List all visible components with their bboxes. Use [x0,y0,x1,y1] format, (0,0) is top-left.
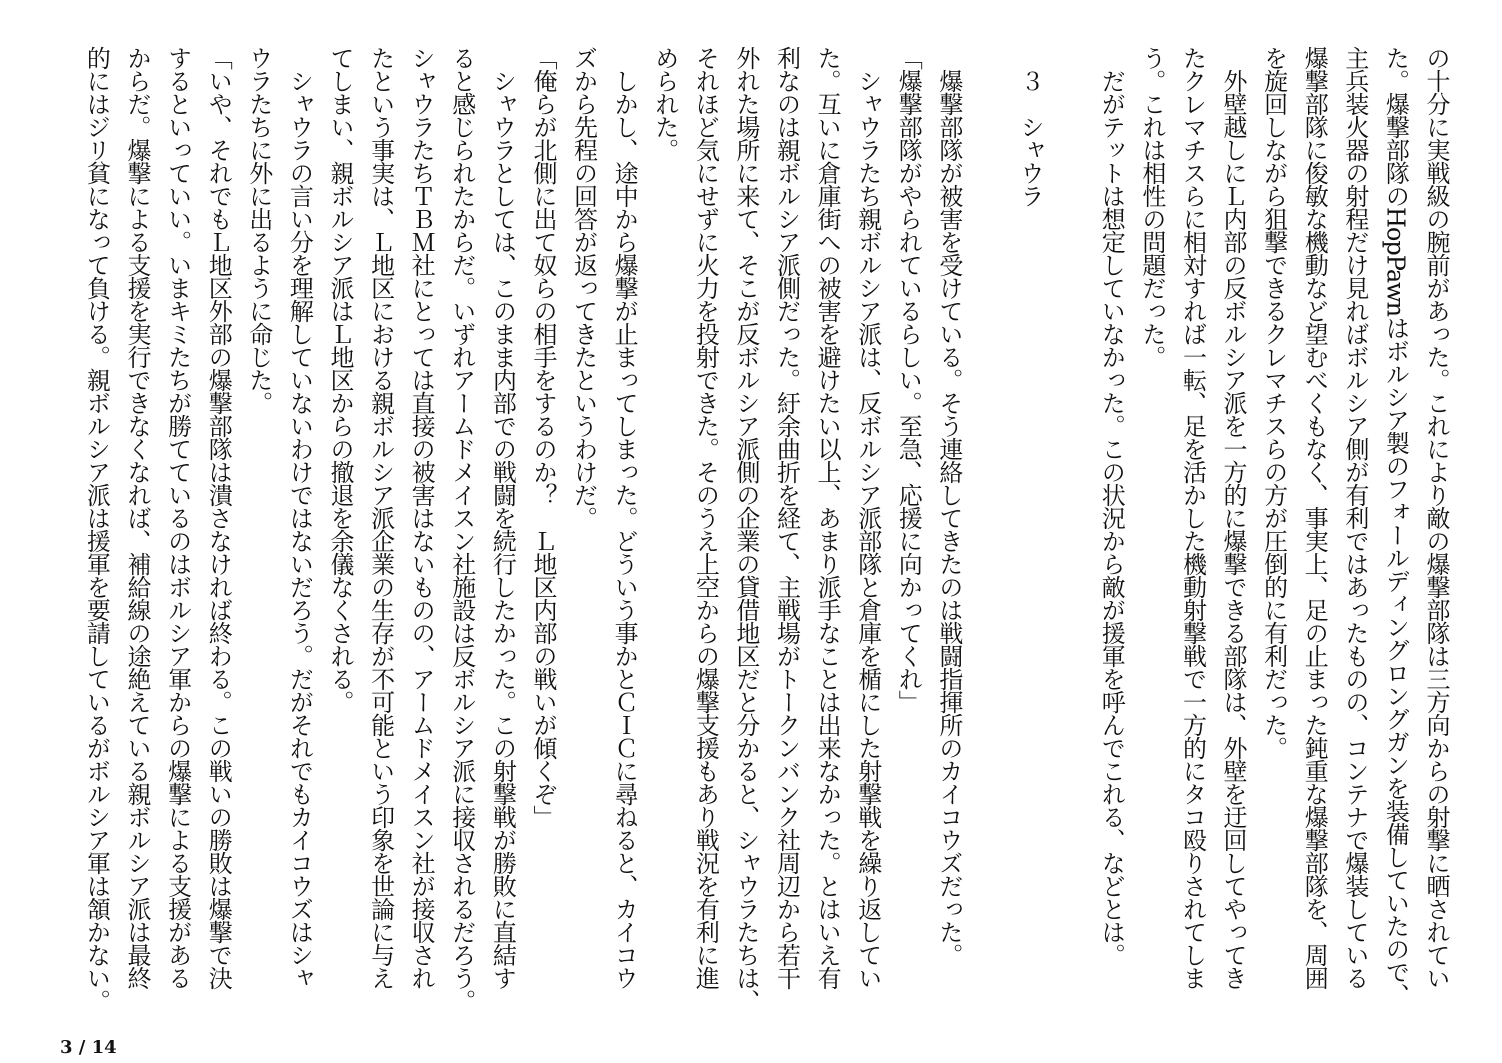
text-line: ズから先程の回答が返ってきたというわけだ。 [569,46,598,529]
text-line: シャウラたち親ボルシア派は、反ボルシア派部隊と倉庫を楯にした射撃戦を繰り返してい [853,46,882,989]
text-line: するといっていい。いまキミたちが勝てているのはボルシア軍からの爆撃による支援がある [163,46,192,989]
section-heading: ３ シャウラ [1016,46,1045,207]
text-line: 「俺らが北側に出て奴らの相手をするのか？ Ｌ地区内部の戦いが傾くぞ」 [528,46,557,828]
text-line: からだ。爆撃による支援を実行できなくなれば、補給線の途絶えている親ボルシア派は最終 [123,46,151,989]
text-line: たクレマチスらに相対すれば一転、足を活かした機動射撃戦で一方的にタコ殴りされてしま [1178,46,1207,989]
text-line: ると感じられたからだ。いずれアームドメイスン社施設は反ボルシア派に接収されるだろう。 [447,46,476,1012]
text-line: 爆撃部隊に俊敏な機動など望むべくもなく、事実上、足の止まった鈍重な爆撃部隊を、周囲 [1300,46,1329,989]
text-line: 的にはジリ貧になって負ける。親ボルシア派は援軍を要請しているがボルシア軍は頷かない。 [82,46,111,1012]
text-line: た。爆撃部隊のHopPawnはボルシア製のフォールディングロングガンを装備していたので、 [1381,46,1410,1007]
vertical-body-text [76,46,1456,1031]
text-line: 主兵装火器の射程だけ見ればボルシア側が有利ではあったものの、コンテナで爆装している [1340,46,1369,989]
text-line: ウラたちに外に出るように命じた。 [244,46,273,414]
text-line: シャウラとしては、このまま内部での戦闘を続行したかった。この射撃戦が勝敗に直結す [488,46,517,989]
text-line: 外れた場所に来て、そこが反ボルシア派側の企業の貸借地区だと分かると、シャウラたちは、 [731,46,760,1012]
text-line: 利なのは親ボルシア派側だった。紆余曲折を経て、主戦場がトークンバンク社周辺から若干 [772,46,801,989]
text-line: シャウラの言い分を理解していないわけではないだろう。だがそれでもカイコウズはシャ [285,46,314,989]
text-line: たという事実は、Ｌ地区における親ボルシア派企業の生存が不可能という印象を世論に与え [366,46,395,989]
text-line: た。互いに倉庫街への被害を避けたい以上、あまり派手なことは出来なかった。とはいえ有 [813,46,842,989]
text-line: 「いや、それでもＬ地区外部の爆撃部隊は潰さなければ終わる。この戦いの勝敗は爆撃で決 [204,46,233,989]
text-line: シャウラたちＴＢＭ社にとっては直接の被害はないものの、アームドメイスン社が接収され [407,46,436,989]
text-line: それほど気にせずに火力を投射できた。そのうえ上空からの爆撃支援もあり戦況を有利に進 [691,46,720,989]
text-line: を旋回しながら狙撃できるクレマチスらの方が圧倒的に有利だった。 [1259,46,1288,759]
text-line: う。これは相性の問題だった。 [1137,46,1166,368]
text-line: 「爆撃部隊がやられているらしい。至急、応援に向かってくれ」 [894,46,923,713]
blank-line [969,46,1010,1031]
text-line: められた。 [650,46,679,161]
blank-line [1050,46,1091,1031]
text-line: だがテットは想定していなかった。この状況から敵が援軍を呼んでこれる、などとは。 [1097,46,1126,966]
text-line: しかし、途中から爆撃が止まってしまった。どういう事かとＣＩＣに尋ねると、カイコウ [610,46,639,989]
text-line: の十分に実戦級の腕前があった。これにより敵の爆撃部隊は三方向からの射撃に晒されてい [1422,46,1450,989]
text-line: てしまい、親ボルシア派はＬ地区からの撤退を余儀なくされる。 [325,46,354,713]
text-line: 爆撃部隊が被害を受けている。そう連絡してきたのは戦闘指揮所のカイコウズだった。 [934,46,963,966]
text-line: 外壁越しにＬ内部の反ボルシア派を一方的に爆撃できる部隊は、外壁を迂回してやってき [1219,46,1248,989]
page-number: 3 / 14 [60,1037,117,1058]
